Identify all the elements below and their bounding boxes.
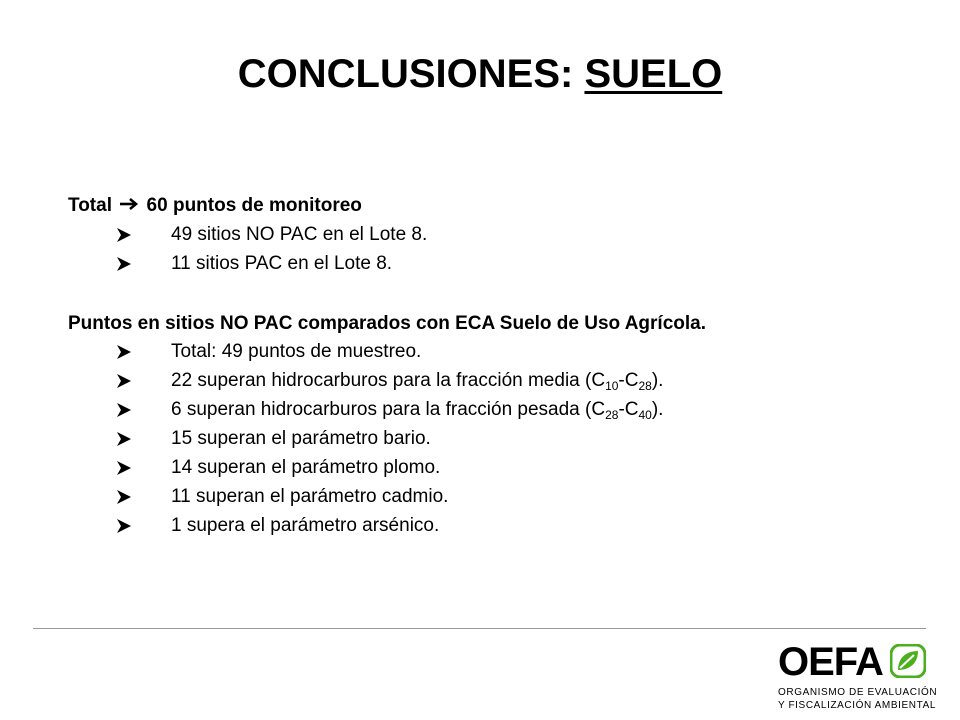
title-underlined: SUELO	[584, 52, 723, 96]
list-item-text: 6 superan hidrocarburos para la fracción pesada $(C_{28}-C_{40})$.	[171, 399, 664, 422]
list-item-text: 1 supera el parámetro arsénico.	[171, 515, 440, 536]
right-arrow-icon	[119, 198, 139, 210]
footer-divider	[33, 628, 926, 629]
section2-heading: Puntos en sitios NO PAC comparados con ECA Suelo de Uso Agrícola.	[68, 313, 707, 334]
list-item-text: 22 superan hidrocarburos para la fracción media $(C_{10}-C_{28})$.	[171, 370, 664, 393]
list-item-text: 49 sitios NO PAC en el Lote 8.	[171, 224, 428, 245]
section1-head-rest: 60 puntos de monitoreo	[146, 195, 362, 216]
list-item-text: 11 sitios PAC en el Lote 8.	[171, 253, 393, 274]
logo-subtitle-line1: ORGANISMO DE EVALUACIÓN	[778, 687, 938, 698]
logo-subtitle-line2: Y FISCALIZACIÓN AMBIENTAL	[778, 700, 936, 711]
section1-head-prefix: Total	[68, 195, 112, 216]
leaf-icon	[890, 644, 926, 678]
slide-title	[0, 52, 960, 97]
oefa-logo	[778, 640, 938, 715]
section1-heading	[68, 195, 362, 217]
list-item-text: 11 superan el parámetro cadmio.	[171, 486, 449, 507]
list-item-text: Total: 49 puntos de muestreo.	[171, 341, 422, 362]
logo-wordmark: OEFA	[778, 640, 883, 684]
title-main: CONCLUSIONES:	[237, 52, 574, 96]
list-item-text: 14 superan el parámetro plomo.	[171, 457, 441, 478]
list-item-text: 15 superan el parámetro bario.	[171, 428, 431, 449]
